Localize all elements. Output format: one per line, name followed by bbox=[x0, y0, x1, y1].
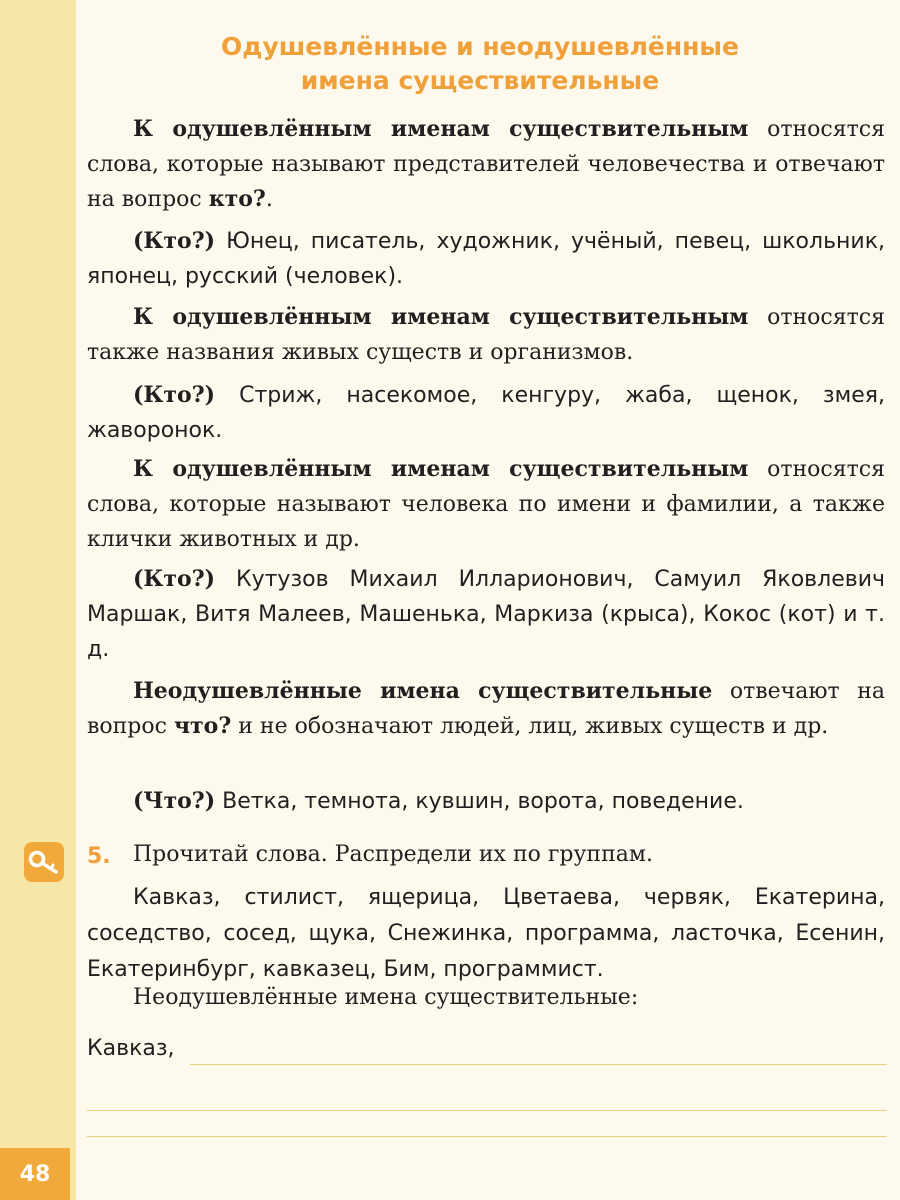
answer-prefill: Кавказ, bbox=[87, 1036, 175, 1061]
task-prompt: Неодушевлённые имена существительные: bbox=[133, 985, 639, 1010]
key-icon bbox=[24, 842, 64, 882]
example-creatures bbox=[87, 378, 885, 448]
example-inanimate bbox=[87, 784, 885, 819]
page-title bbox=[120, 30, 840, 98]
rule-end: и не обозначают людей, лиц, живых существ и др. bbox=[231, 714, 829, 739]
example-label: (Кто?) bbox=[133, 228, 216, 254]
example-label: (Что?) bbox=[133, 788, 216, 814]
title-line-1: Одушевлённые и неодушевлённые bbox=[221, 32, 739, 61]
rule-term: Неодушевлённые имена существительные bbox=[133, 678, 713, 704]
rule-term: К одушевлённым именам существительным bbox=[133, 116, 749, 142]
task-number: 5. bbox=[87, 844, 111, 869]
rule-animate-creatures bbox=[87, 300, 885, 370]
example-text: Кутузов Михаил Илларионович, Самуил Яковлевич Маршак, Витя Малеев, Машенька, Маркиза (крыса), Кокос (кот) и т. д. bbox=[87, 567, 885, 662]
example-text: Ветка, темнота, кувшин, ворота, поведение. bbox=[215, 789, 744, 814]
word-list-text: Кавказ, стилист, ящерица, Цветаева, червяк, Екатерина, соседство, сосед, щука, Снежинка, программа, ласточка, Есенин, Екатеринбург, кавказец, Бим, программист. bbox=[87, 885, 885, 982]
rule-term: К одушевлённым именам существительным bbox=[133, 456, 749, 482]
page-sidebar bbox=[0, 0, 76, 1200]
rule-animate-people bbox=[87, 112, 885, 217]
question-word: кто? bbox=[208, 186, 266, 212]
title-line-2: имена существительные bbox=[300, 66, 660, 95]
example-people bbox=[87, 224, 885, 294]
example-text: Юнец, писатель, художник, учёный, певец, школьник, японец, русский (человек). bbox=[87, 229, 885, 289]
rule-term: К одушевлённым именам существительным bbox=[133, 304, 749, 330]
example-text: Стриж, насекомое, кенгуру, жаба, щенок, змея, жаворонок. bbox=[87, 383, 885, 443]
rule-text: относятся слова, которые называют представителей человечества и отвечают на вопрос bbox=[87, 117, 885, 212]
answer-line-3[interactable] bbox=[87, 1136, 887, 1137]
task-word-list bbox=[87, 880, 885, 988]
example-names bbox=[87, 562, 885, 667]
question-word: что? bbox=[173, 713, 232, 739]
answer-line-2[interactable] bbox=[87, 1110, 887, 1111]
page-number: 48 bbox=[0, 1148, 70, 1200]
answer-line-1[interactable] bbox=[190, 1064, 887, 1065]
rule-inanimate bbox=[87, 674, 885, 744]
rule-text: относятся слова, которые называют человека по имени и фамилии, а также клички животных и др. bbox=[87, 457, 885, 552]
rule-text: отвечают на вопрос bbox=[87, 679, 885, 739]
task-instruction: Прочитай слова. Распредели их по группам. bbox=[133, 842, 653, 867]
example-label: (Кто?) bbox=[133, 566, 216, 592]
rule-text: относятся также названия живых существ и организмов. bbox=[87, 305, 885, 365]
rule-end: . bbox=[265, 187, 273, 212]
rule-animate-names bbox=[87, 452, 885, 557]
example-label: (Кто?) bbox=[133, 382, 216, 408]
